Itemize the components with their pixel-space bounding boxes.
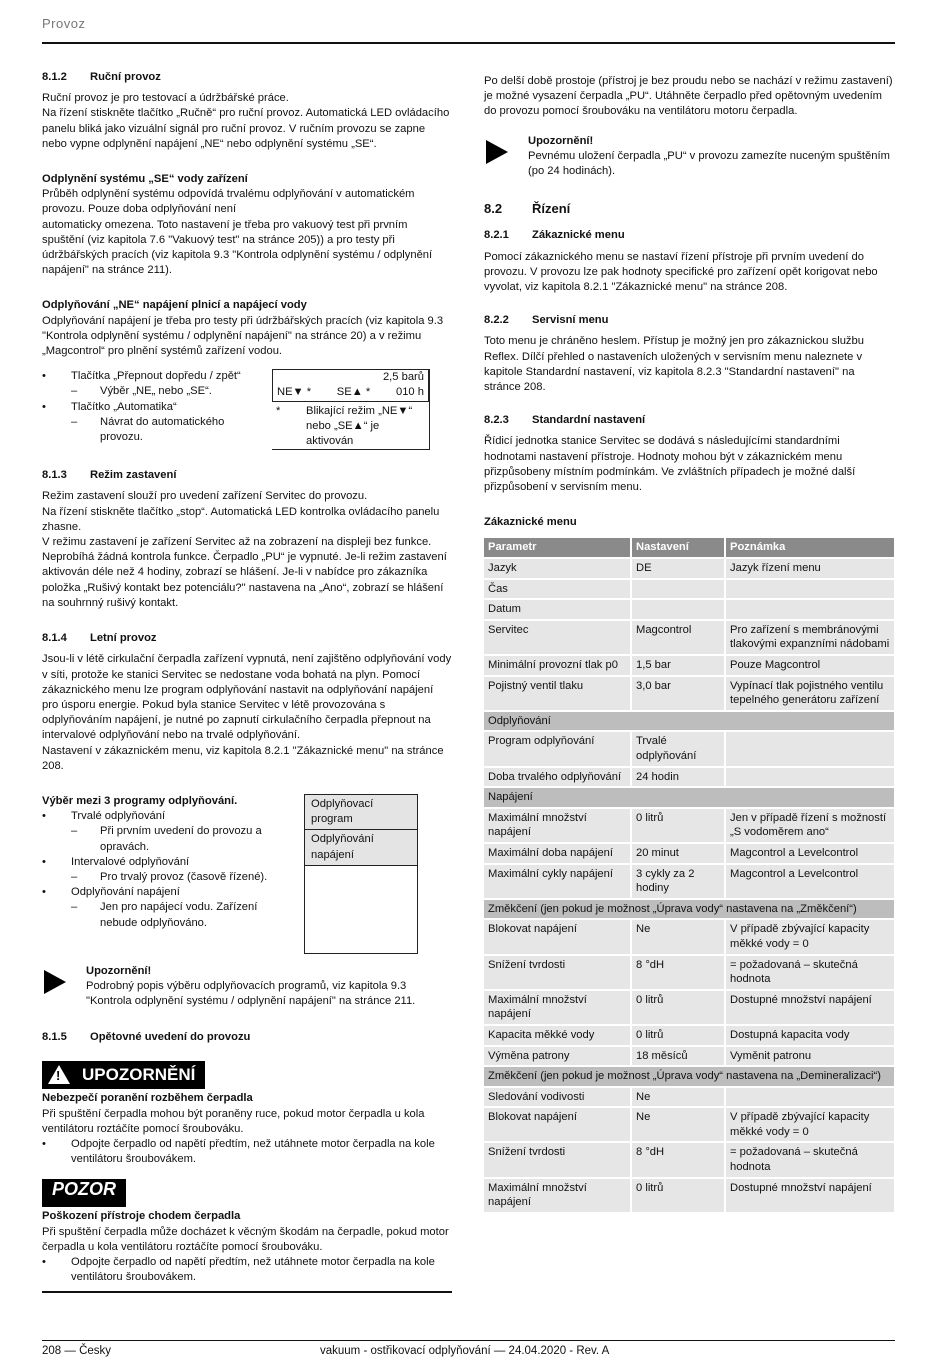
- list-item: • Odpojte čerpadlo od napětí předtím, než utáhnete motor čerpadla na kole ventilátoru šroubovákem.: [42, 1255, 452, 1285]
- heading-8-1-5: 8.1.5 Opětovné uvedení do provozu: [42, 1030, 251, 1043]
- paragraph: Při spuštění čerpadla mohou být poraněny ruce, pokud motor čerpadla u kola ventilátoru roztáčíte pomocí šroubováku.: [42, 1107, 425, 1135]
- table-row: [484, 656, 894, 675]
- list-item: • Trvalé odplyňování: [42, 809, 270, 824]
- table-cell: 3 cykly za 2 hodiny: [632, 865, 724, 898]
- table-row: [484, 865, 894, 898]
- display-hours: 010 h: [395, 386, 424, 399]
- table-group-cell: Odplyňování: [484, 712, 894, 731]
- list-item: – Návrat do automatického provozu.: [42, 415, 270, 445]
- table-cell: Vypínací tlak pojistného ventilu tepelného generátoru zařízení: [726, 677, 894, 710]
- heading-8-2: 8.2 Řízení: [484, 201, 571, 217]
- list-item: • Tlačítko „Automatika“: [42, 400, 270, 415]
- list-item: – Pro trvalý provoz (časově řízené).: [42, 870, 270, 885]
- table-cell: Snížení tvrdosti: [484, 1143, 630, 1176]
- paragraph: Po delší době prostoje (přístroj je bez proudu nebo se nachází v režimu zastavení) je možné vysazení čerpadla „PU“. Utáhněte čerpadlo před opětovným uvedením do provozu pomocí šroubováku na ventilátoru motoru čerpadla.: [484, 75, 893, 118]
- table-cell: Pouze Magcontrol: [726, 656, 894, 675]
- table-cell: 0 litrů: [632, 1179, 724, 1212]
- note-text: Pevnému uložení čerpadla „PU“ v provozu zamezíte nuceným spuštěním (po 24 hodinách).: [528, 149, 890, 178]
- list-item: – Jen pro napájecí vodu. Zařízení nebude odplyňováno.: [42, 900, 270, 930]
- table-cell: Čas: [484, 580, 630, 599]
- table-header-cell: Poznámka: [726, 538, 894, 557]
- table-cell: [726, 600, 894, 619]
- table-row: [484, 732, 894, 765]
- header-rule: [42, 42, 895, 44]
- heading-8-2-2: 8.2.2 Servisní menu: [484, 314, 609, 327]
- table-cell: Blokovat napájení: [484, 1108, 630, 1141]
- heading-8-1-3: 8.1.3 Režim zastavení: [42, 469, 177, 482]
- list-item: • Odpojte čerpadlo od napětí předtím, než utáhnete motor čerpadla na kole ventilátoru šroubovákem.: [42, 1137, 452, 1167]
- table-cell: Trvalé odplyňování: [632, 732, 724, 765]
- table-cell: Datum: [484, 600, 630, 619]
- heading-8-1-4: 8.1.4 Letní provoz: [42, 632, 157, 645]
- divider: [42, 1291, 452, 1293]
- arrow-icon: [486, 140, 508, 164]
- paragraph: Pomocí zákaznického menu se nastaví řízení přístroje při prvním uvedení do provozu. V provozu lze pak hodnoty specifické pro zařízení opět korigovat nebo vyvolat, viz kapitola 8.2.1 "Zákaznické menu" na stránce 208.: [484, 250, 878, 294]
- paragraph: Při spuštění čerpadla může docházet k věcným škodám na čerpadle, pokud motor čerpadla u kola ventilátoru roztáčíte pomocí šroubováku.: [42, 1225, 449, 1253]
- table-cell: Magcontrol a Levelcontrol: [726, 844, 894, 863]
- manual-controls: [42, 369, 452, 450]
- paragraph: Režim zastavení slouží pro uvedení zařízení Servitec do provozu.: [42, 490, 368, 503]
- table-cell: Magcontrol a Levelcontrol: [726, 865, 894, 898]
- table-row: [484, 956, 894, 989]
- table-cell: Jen v případě řízení s možností „S vodoměrem ano“: [726, 809, 894, 842]
- warning-icon: !: [48, 1065, 70, 1084]
- caution-label: POZOR: [42, 1179, 126, 1207]
- note: [42, 964, 452, 1010]
- caution-title: Poškození přístroje chodem čerpadla: [42, 1210, 241, 1223]
- table-cell: Magcontrol: [632, 621, 724, 654]
- table-cell: Blokovat napájení: [484, 920, 630, 953]
- table-cell: 20 minut: [632, 844, 724, 863]
- table-cell: Maximální množství napájení: [484, 1179, 630, 1212]
- table-cell: = požadovaná – skutečná hodnota: [726, 956, 894, 989]
- table-cell: Jazyk řízení menu: [726, 559, 894, 578]
- heading-8-2-3: 8.2.3 Standardní nastavení: [484, 414, 646, 427]
- program-selection: [42, 794, 452, 954]
- paragraph: Jsou-li v létě cirkulační čerpadla zařízení vypnutá, není zajištěno odplyňování vody v síti, protože ke stanici Servitec se nedostane voda bohatá na plyn. Pomocí zákaznického menu lze program odplyňování nastavit na odplyňování napájení pro úsporu energie. Pokud byla stanice Servitec v létě provozována s odplyňováním napájení, je nutné po zapnutí cirkulačního čerpadla přepnout na intervalové odplyňování nebo na trvalé odplyňování.: [42, 653, 452, 742]
- table-row: [484, 809, 894, 842]
- display-box: [272, 369, 430, 450]
- table-row: [484, 677, 894, 710]
- warning-title: Nebezpečí poranění rozběhem čerpadla: [42, 1092, 253, 1105]
- table-cell: = požadovaná – skutečná hodnota: [726, 1143, 894, 1176]
- table-cell: 24 hodin: [632, 768, 724, 787]
- heading-8-1-2: 8.1.2 Ruční provoz: [42, 71, 161, 83]
- table-row: [484, 621, 894, 654]
- table-cell: Program odplyňování: [484, 732, 630, 765]
- table-cell: Ne: [632, 1088, 724, 1107]
- table-cell: Minimální provozní tlak p0: [484, 656, 630, 675]
- left-column: [42, 58, 452, 1293]
- table-cell: Vyměnit patronu: [726, 1047, 894, 1066]
- list-item: • Intervalové odplyňování: [42, 855, 270, 870]
- warning-label: ! UPOZORNĚNÍ: [42, 1061, 205, 1089]
- table-row: [484, 844, 894, 863]
- table-row: [484, 559, 894, 578]
- table-cell: 1,5 bar: [632, 656, 724, 675]
- table-cell: Maximální množství napájení: [484, 809, 630, 842]
- list-item: • Odplyňování napájení: [42, 885, 270, 900]
- paragraph: automaticky omezena. Toto nastavení je třeba pro vakuový test při prvním spuštění (viz kapitola 7.6 "Vakuový test" na stránce 205)) a pro testy při údržbářských pracích (viz kapitola 9.3 "Kontrola odplynění systému / odplynění napájení" na stránce 211).: [42, 218, 433, 277]
- table-cell: Dostupná kapacita vody: [726, 1026, 894, 1045]
- paragraph: Nastavení v zákaznickém menu, viz kapitola 8.2.1 "Zákaznické menu" na stránce 208.: [42, 744, 444, 772]
- program-label: Odplyňovací program: [305, 795, 417, 830]
- table-cell: 0 litrů: [632, 1026, 724, 1045]
- table-row: [484, 600, 894, 619]
- table-row: [484, 920, 894, 953]
- table-cell: Doba trvalého odplyňování: [484, 768, 630, 787]
- table-row: [484, 1179, 894, 1212]
- subheading-programs: Výběr mezi 3 programy odplyňování.: [42, 794, 238, 807]
- subheading-ne: Odplyňování „NE“ napájení plnicí a napájecí vody: [42, 299, 307, 312]
- table-cell: Ne: [632, 1108, 724, 1141]
- table-cell: 0 litrů: [632, 991, 724, 1024]
- table-cell: [726, 580, 894, 599]
- table-group-cell: Změkčení (jen pokud je možnost „Úprava vody“ nastavena na „Demineralizaci“): [484, 1067, 894, 1086]
- note: [484, 134, 894, 180]
- table-row: [484, 1047, 894, 1066]
- table-row: [484, 1026, 894, 1045]
- table-cell: Pojistný ventil tlaku: [484, 677, 630, 710]
- program-box: [304, 794, 418, 954]
- table-cell: Výměna patrony: [484, 1047, 630, 1066]
- table-group-cell: Napájení: [484, 788, 894, 807]
- display-note: Blikající režim „NE▼“ nebo „SE▲“ je aktivován: [306, 404, 413, 448]
- note-title: Upozornění!: [528, 134, 594, 147]
- table-group-row: [484, 712, 894, 731]
- paragraph: V režimu zastavení je zařízení Servitec až na zobrazení na displeji bez funkce. Neprobíhá žádná kontrola funkce. Čerpadlo „PU“ je vypnuté. Je-li režim zastavení aktivován déle než 4 hodiny, zobrazí se hlášení. Je-li v nabídce pro zákazníka položka „Rušivý kontakt bez potenciálu?" nastavena na „Ano“, zobrazí se hlášení na souhrnný rušivý kontakt.: [42, 536, 447, 609]
- footer-rule: [42, 1340, 895, 1341]
- table-cell: Ne: [632, 920, 724, 953]
- table-row: [484, 768, 894, 787]
- table-cell: Dostupné množství napájení: [726, 1179, 894, 1212]
- paragraph: Ruční provoz je pro testovací a údržbářské práce.: [42, 92, 289, 105]
- table-group-row: [484, 1067, 894, 1086]
- customer-menu-table: [482, 536, 896, 1213]
- table-group-row: [484, 900, 894, 919]
- table-cell: Snížení tvrdosti: [484, 956, 630, 989]
- program-value: Odplyňování napájení: [305, 830, 417, 865]
- table-row: [484, 1088, 894, 1107]
- table-cell: Maximální cykly napájení: [484, 865, 630, 898]
- table-cell: Pro zařízení s membránovými tlakovými expanzními nádobami: [726, 621, 894, 654]
- table-cell: Maximální doba napájení: [484, 844, 630, 863]
- table-cell: [726, 1088, 894, 1107]
- table-cell: DE: [632, 559, 724, 578]
- table-cell: 3,0 bar: [632, 677, 724, 710]
- paragraph: Na řízení stiskněte tlačítko „stop“. Automatická LED kontrolka ovládacího panelu zhasne.: [42, 505, 440, 533]
- table-header-row: [484, 538, 894, 557]
- table-row: [484, 580, 894, 599]
- table-cell: [726, 732, 894, 765]
- table-cell: [632, 580, 724, 599]
- paragraph: Toto menu je chráněno heslem. Přístup je možný jen pro zákaznickou službu Reflex. Dílčí přehled o nastaveních uložených v servisním menu naleznete v kapitole Standardní nastavení, viz kapitola 8.2.3 "Standardní nastavení" na stránce 208.: [484, 335, 864, 394]
- footnote-star: *: [276, 404, 281, 417]
- table-group-row: [484, 788, 894, 807]
- display-ne: NE▼ *: [277, 386, 312, 399]
- display-se: SE▲ *: [336, 386, 371, 399]
- table-cell: V případě zbývající kapacity měkké vody = 0: [726, 920, 894, 953]
- list-item: • Tlačítka „Přepnout dopředu / zpět“: [42, 369, 270, 384]
- table-row: [484, 1108, 894, 1141]
- footer-doc: vakuum - ostřikovací odplyňování — 24.04.2020 - Rev. A: [320, 1345, 610, 1357]
- paragraph: Odplyňování napájení je třeba pro testy při údržbářských pracích (viz kapitola 9.3 "Kontrola odplynění systému / odplynění napájení" na stránce 20) a v režimu „Magcontrol“ pro plnění systémů zařízení vodou.: [42, 314, 444, 358]
- table-cell: [726, 768, 894, 787]
- table-title: Zákaznické menu: [484, 516, 577, 529]
- list-item: – Výběr „NE„ nebo „SE“.: [42, 384, 270, 399]
- table-cell: 8 °dH: [632, 1143, 724, 1176]
- table-group-cell: Změkčení (jen pokud je možnost „Úprava vody“ nastavena na „Změkčení“): [484, 900, 894, 919]
- table-cell: Servitec: [484, 621, 630, 654]
- table-cell: V případě zbývající kapacity měkké vody = 0: [726, 1108, 894, 1141]
- table-cell: Maximální množství napájení: [484, 991, 630, 1024]
- table-cell: 8 °dH: [632, 956, 724, 989]
- table-cell: Kapacita měkké vody: [484, 1026, 630, 1045]
- footer-page: 208 — Česky: [42, 1345, 112, 1357]
- display-pressure: 2,5 barů: [382, 371, 424, 384]
- right-column: [484, 74, 894, 1214]
- paragraph: Řídicí jednotka stanice Servitec se dodává s následujícími standardními hodnotami nastavení přístroje. Hodnoty mohou být v zákaznickém menu přizpůsobeny místním podmínkám. Ve zvláštních případech je možné další přizpůsobení v servisním menu.: [484, 435, 856, 494]
- table-cell: Dostupné množství napájení: [726, 991, 894, 1024]
- table-row: [484, 991, 894, 1024]
- paragraph: Na řízení stiskněte tlačítko „Ručně“ pro ruční provoz. Automatická LED ovládacího panelu bliká jako vizuální signál pro ruční provoz. V ručním provozu se zapne nebo vypne odplynění napájení „NE“ nebo odplynění systému „SE“.: [42, 107, 450, 150]
- arrow-icon: [44, 970, 66, 994]
- table-cell: Jazyk: [484, 559, 630, 578]
- table-cell: Sledování vodivosti: [484, 1088, 630, 1107]
- paragraph: Průběh odplynění systému odpovídá trvalému odplyňování v automatickém provozu. Pouze doba odplyňování není: [42, 188, 415, 216]
- table-cell: 18 měsíců: [632, 1047, 724, 1066]
- table-cell: 0 litrů: [632, 809, 724, 842]
- table-cell: [632, 600, 724, 619]
- table-row: [484, 1143, 894, 1176]
- subheading-se: Odplynění systému „SE“ vody zařízení: [42, 173, 248, 186]
- table-header-cell: Parametr: [484, 538, 630, 557]
- table-header-cell: Nastavení: [632, 538, 724, 557]
- heading-8-2-1: 8.2.1 Zákaznické menu: [484, 229, 625, 242]
- note-title: Upozornění!: [86, 964, 152, 977]
- note-text: Podrobný popis výběru odplyňovacích programů, viz kapitola 9.3 "Kontrola odplynění systému / odplynění napájení" na stránce 211.: [86, 980, 416, 1008]
- header-section-title: Provoz: [42, 16, 86, 31]
- list-item: – Při prvním uvedení do provozu a opravách.: [42, 824, 270, 854]
